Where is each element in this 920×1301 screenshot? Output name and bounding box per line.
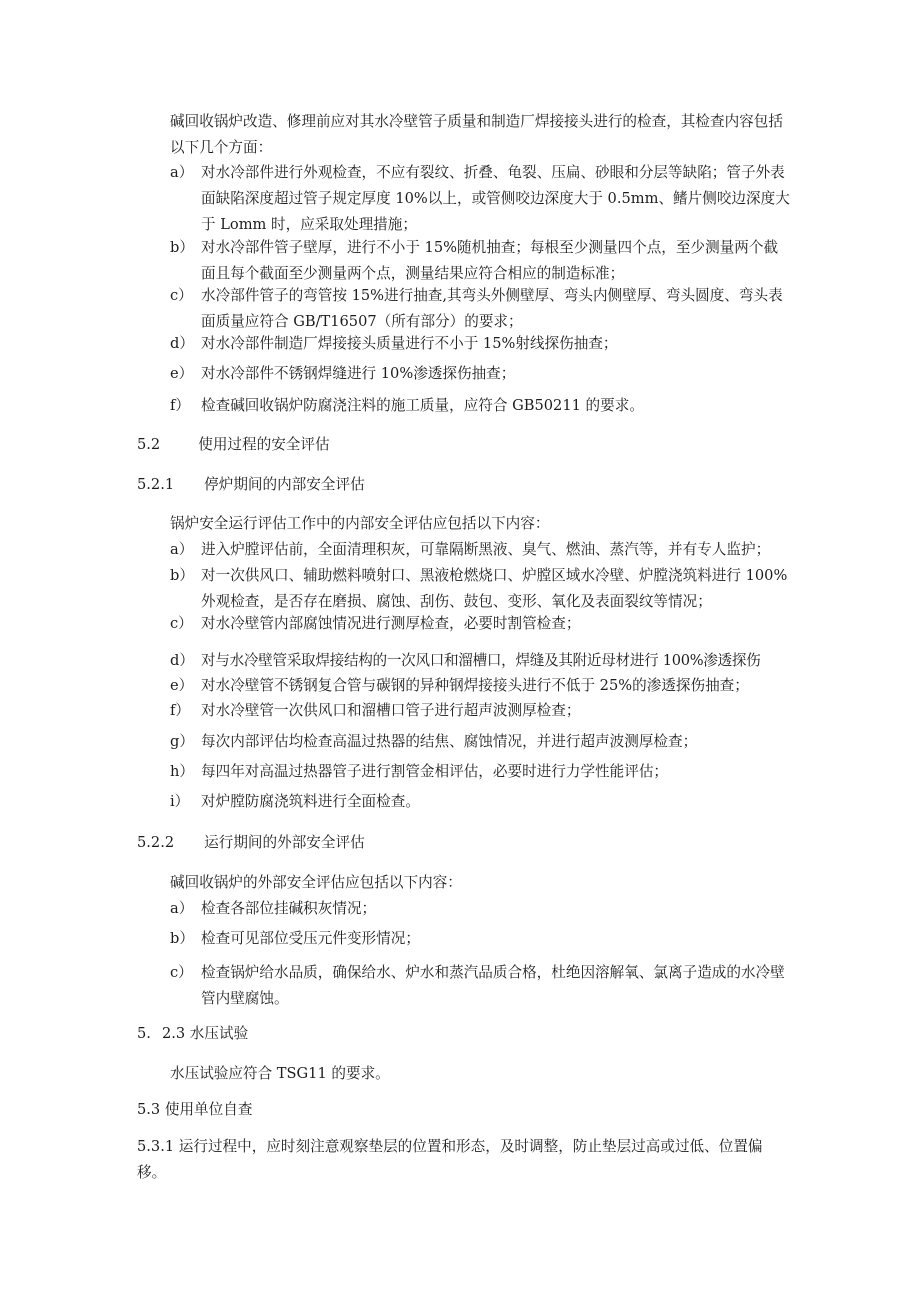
list-item	[170, 537, 790, 563]
section-heading-5-3: 5.3 使用单位自查	[137, 1101, 253, 1118]
item-label: d）	[170, 652, 194, 669]
list-item	[170, 673, 790, 699]
item-label: e）	[170, 365, 194, 382]
item-label: b）	[170, 567, 194, 584]
item-label: e）	[170, 677, 194, 694]
heading-number: 5.2.1	[137, 476, 175, 493]
section-heading-5-2-2	[137, 830, 365, 856]
item-label: d）	[170, 335, 194, 352]
item-text: 检查碱回收锅炉防腐浇注料的施工质量，应符合 GB50211 的要求。	[201, 397, 644, 414]
item-text: 对与水冷壁管采取焊接结构的一次风口和溜槽口，焊缝及其附近母材进行 100%渗透探伤	[201, 652, 761, 669]
list-item	[170, 759, 790, 785]
list-item	[170, 235, 790, 287]
item-text: 对水冷部件进行外观检查，不应有裂纹、折叠、龟裂、压扁、砂眼和分层等缺陷；管子外表面缺陷深度超过管子规定厚度 10%以上，或管侧咬边深度大于 0.5mm、鳍片侧咬边深度大于 Lomm 时，应采取处理措施；	[201, 164, 790, 233]
item-label: a）	[170, 164, 194, 181]
heading-title: 停炉期间的内部安全评估	[204, 476, 365, 493]
intro-text: 碱回收锅炉改造、修理前应对其水冷壁管子质量和制造厂焊接接头进行的检查，其检查内容包括以下几个方面：	[170, 113, 783, 156]
item-label: c）	[170, 615, 193, 632]
item-text: 检查可见部位受压元件变形情况；	[201, 930, 420, 947]
item-text: 对水冷壁管一次供风口和溜槽口管子进行超声波测厚检查；	[201, 702, 581, 719]
paragraph-5-2-1: 锅炉安全运行评估工作中的内部安全评估应包括以下内容：	[170, 515, 550, 532]
item-label: g）	[170, 733, 194, 750]
heading-title: 2.3 水压试验	[161, 1025, 249, 1042]
item-label: c）	[170, 964, 193, 981]
item-label: c）	[170, 287, 193, 304]
section-heading-5-2-3	[137, 1021, 248, 1047]
item-label: f）	[170, 397, 190, 414]
paragraph-5-2-3: 水压试验应符合 TSG11 的要求。	[170, 1065, 390, 1082]
list-item	[170, 331, 790, 357]
item-label: b）	[170, 239, 194, 256]
list-item	[170, 611, 790, 637]
item-label: a）	[170, 541, 194, 558]
list-item	[170, 563, 790, 615]
item-label: h）	[170, 763, 194, 780]
item-text: 对水冷壁管内部腐蚀情况进行测厚检查，必要时割管检查；	[201, 615, 581, 632]
paragraph-5-2-2: 碱回收锅炉的外部安全评估应包括以下内容：	[170, 874, 462, 891]
item-label: i）	[170, 793, 190, 810]
heading-title: 运行期间的外部安全评估	[204, 834, 365, 851]
section-heading-5-2	[137, 432, 330, 458]
heading-title: 使用过程的安全评估	[198, 436, 330, 453]
item-label: b）	[170, 930, 194, 947]
item-label: a）	[170, 900, 194, 917]
list-item	[170, 729, 790, 755]
item-text: 水冷部件管子的弯管按 15%进行抽查,其弯头外侧壁厚、弯头内侧壁厚、弯头圆度、弯头表面质量应符合 GB/T16507（所有部分）的要求；	[201, 287, 783, 330]
list-item	[170, 648, 790, 674]
intro-paragraph	[170, 109, 790, 161]
list-item	[170, 789, 790, 815]
item-label: f）	[170, 702, 190, 719]
list-item	[170, 361, 790, 387]
list-item	[170, 698, 790, 724]
item-text: 对水冷部件制造厂焊接接头质量进行不小于 15%射线探伤抽查；	[201, 335, 618, 352]
item-text: 对水冷部件不锈钢焊缝进行 10%渗透探伤抽查；	[201, 365, 516, 382]
item-text: 每次内部评估均检查高温过热器的结焦、腐蚀情况，并进行超声波测厚检查；	[201, 733, 698, 750]
list-item	[170, 283, 790, 335]
item-text: 每四年对高温过热器管子进行割管金相评估，必要时进行力学性能评估；	[201, 763, 669, 780]
section-heading-5-2-1	[137, 472, 365, 498]
item-text: 对一次供风口、辅助燃料喷射口、黑液枪燃烧口、炉膛区域水冷壁、炉膛浇筑料进行 100%外观检查，是否存在磨损、腐蚀、刮伤、鼓包、变形、氧化及表面裂纹等情况；	[201, 567, 788, 610]
item-text: 对水冷部件管子壁厚，进行不小于 15%随机抽查；每根至少测量四个点，至少测量两个截面且每个截面至少测量两个点，测量结果应符合相应的制造标准；	[201, 239, 779, 282]
item-text: 检查各部位挂碱积灰情况；	[201, 900, 377, 917]
list-item	[170, 896, 790, 922]
item-text: 对水冷壁管不锈钢复合管与碳钢的异种钢焊接接头进行不低于 25%的渗透探伤抽查；	[201, 677, 749, 694]
item-text: 检查锅炉给水品质，确保给水、炉水和蒸汽品质合格，杜绝因溶解氧、氯离子造成的水冷壁管内壁腐蚀。	[201, 964, 785, 1007]
heading-number: 5.	[137, 1025, 151, 1042]
item-text: 进入炉膛评估前，全面清理积灰，可靠隔断黑液、臭气、燃油、蒸汽等，并有专人监护；	[201, 541, 771, 558]
list-item	[170, 160, 790, 238]
paragraph-5-3-1: 5.3.1 运行过程中，应时刻注意观察垫层的位置和形态，及时调整，防止垫层过高或过低、位置偏移。	[137, 1138, 763, 1181]
item-text: 对炉膛防腐浇筑料进行全面检查。	[201, 793, 420, 810]
heading-number: 5.2	[137, 436, 161, 453]
heading-number: 5.2.2	[137, 834, 175, 851]
list-item	[170, 393, 790, 419]
list-item	[170, 960, 790, 1012]
list-item	[170, 926, 790, 952]
